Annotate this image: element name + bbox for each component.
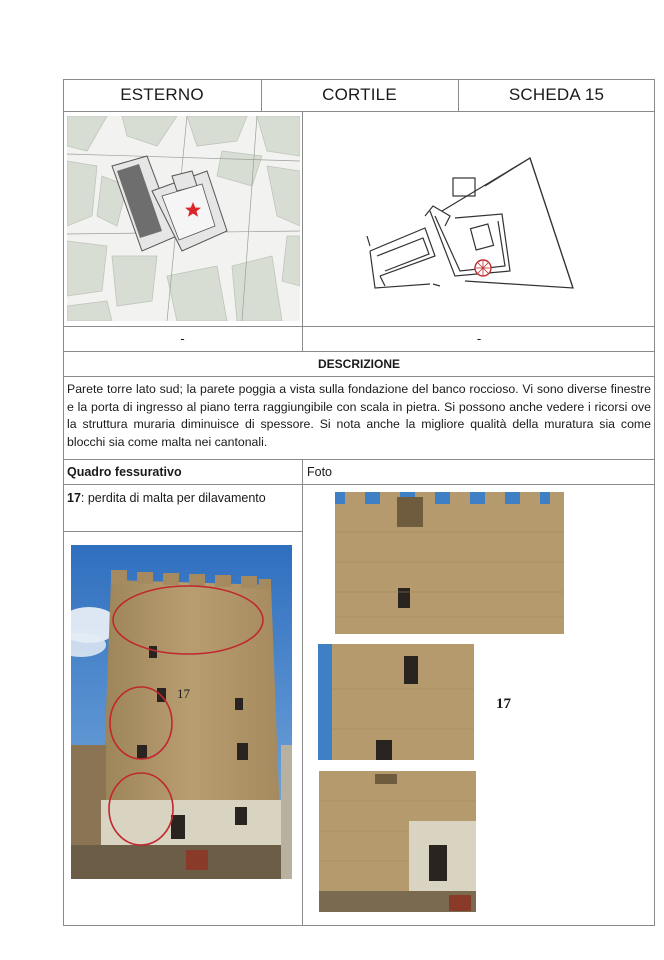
- caption-left: -: [180, 331, 185, 346]
- description-title: DESCRIZIONE: [317, 357, 400, 371]
- photo-bottom-right: [319, 771, 476, 912]
- quadro-title: Quadro fessurativo: [67, 465, 182, 479]
- side-annotation-label: 17: [496, 696, 511, 712]
- crosshatch-marker-icon: [475, 260, 491, 276]
- location-map: [67, 116, 300, 321]
- foto-title: Foto: [307, 465, 333, 479]
- floor-plan: [305, 116, 653, 321]
- photo-middle-right: [318, 644, 474, 760]
- header-scheda: SCHEDA 15: [508, 85, 605, 104]
- tower-annotation-label: 17: [177, 686, 190, 701]
- tower-photo-main: [71, 545, 292, 879]
- quadro-item: [63, 487, 302, 509]
- photo-top-right: [335, 492, 564, 634]
- header-esterno: ESTERNO: [120, 85, 204, 104]
- caption-right: -: [476, 331, 482, 346]
- header-cortile: CORTILE: [322, 85, 397, 104]
- quadro-item-text: : perdita di malta per dilavamento: [80, 491, 266, 505]
- quadro-item-number: 17: [67, 491, 81, 505]
- description-text: Parete torre lato sud; la parete poggia a vista sulla fondazione del banco roccioso. Vi sono diverse finestre e la porta di ingresso al piano terra raggiungibile con scala in pietra. Si possono anche vedere i ricorsi ove la struttura muraria diminuisce di spessore. Si nota anche la migliore qualità della muratura sia come blocchi sia come malta nei cantonali.: [67, 382, 651, 449]
